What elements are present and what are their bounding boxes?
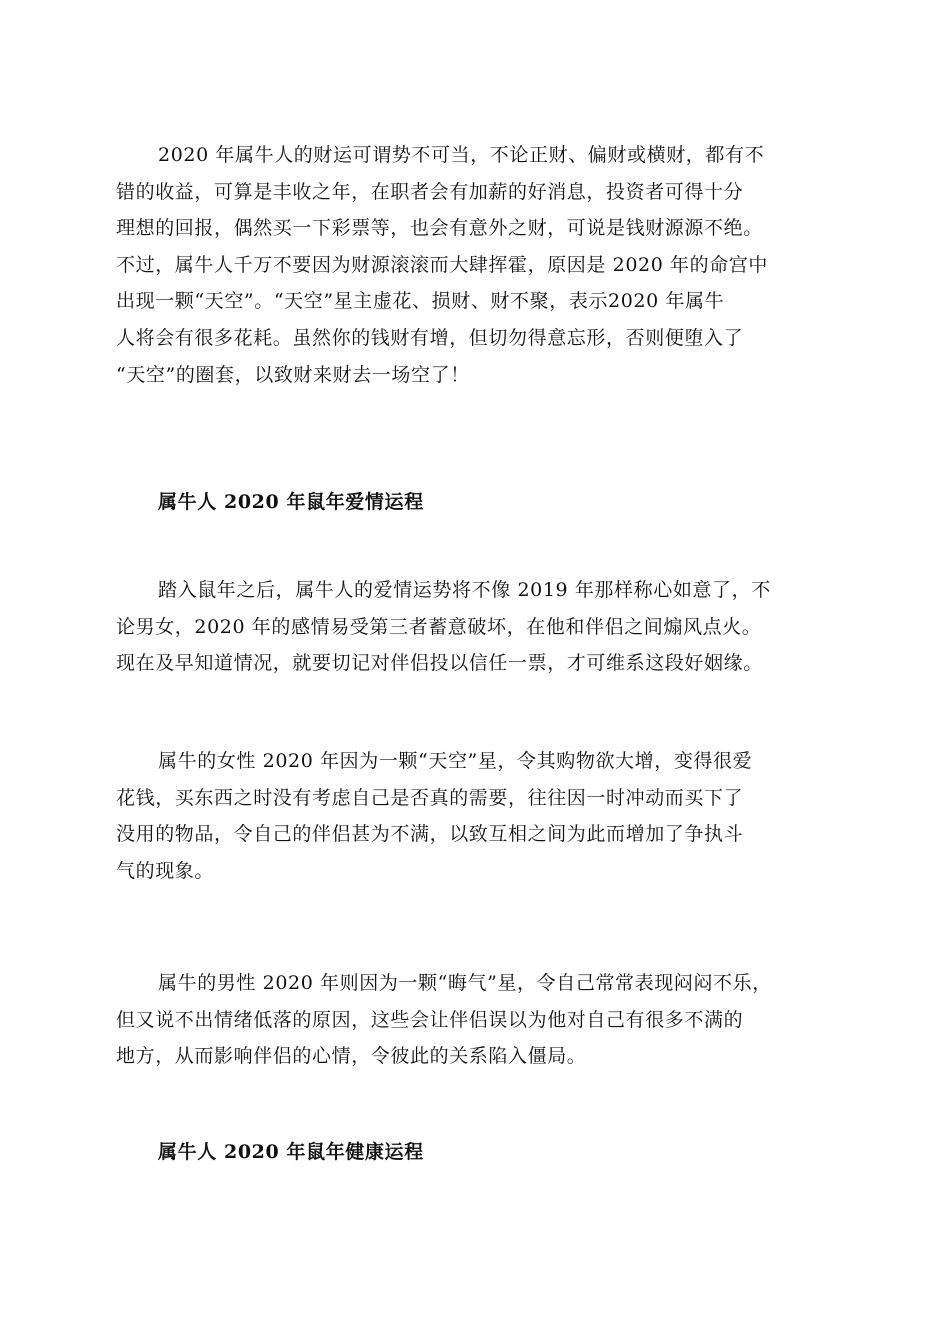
paragraph-line: 没用的物品，令自己的伴侣甚为不满，以致互相之间为此而增加了争执斗 [116, 823, 744, 846]
paragraph-line: 但又说不出情绪低落的原因，这些会让伴侣误以为他对自己有很多不满的 [116, 1008, 744, 1031]
paragraph-line: 地方，从而影响伴侣的心情，令彼此的关系陷入僵局。 [116, 1045, 587, 1068]
paragraph-line: 不过，属牛人千万不要因为财源滚滚而大肆挥霍，原因是 2020 年的命宫中 [116, 253, 769, 276]
love-general-paragraph [116, 572, 838, 682]
paragraph-line: “天空”的圈套，以致财来财去一场空了！ [116, 363, 470, 386]
paragraph-line: 出现一颗“天空”。“天空”星主虚花、损财、财不聚，表示2020 年属牛 [116, 290, 725, 313]
paragraph-line: 错的收益，可算是丰收之年，在职者会有加薪的好消息，投资者可得十分 [116, 180, 744, 203]
paragraph-line: 人将会有很多花耗。虽然你的钱财有增，但切勿得意忘形，否则便堕入了 [116, 326, 744, 349]
wealth-paragraph [116, 137, 838, 393]
love-female-paragraph [116, 743, 838, 889]
paragraph-line: 理想的回报，偶然买一下彩票等，也会有意外之财，可说是钱财源源不绝。 [116, 217, 763, 240]
paragraph-line: 属牛的男性 2020 年则因为一颗“晦气”星，令自己常常表现闷闷不乐， [158, 972, 772, 994]
paragraph-line: 踏入鼠年之后，属牛人的爱情运势将不像 2019 年那样称心如意了，不 [158, 579, 771, 601]
paragraph-line: 花钱，买东西之时没有考虑自己是否真的需要，往往因一时冲动而买下了 [116, 786, 744, 809]
paragraph-line: 2020 年属牛人的财运可谓势不可当，不论正财、偏财或横财，都有不 [158, 144, 765, 166]
health-fortune-heading: 属牛人 2020 年鼠年健康运程 [158, 1141, 424, 1163]
love-male-paragraph [116, 965, 838, 1075]
paragraph-line: 论男女，2020 年的感情易受第三者蓄意破坏，在他和伴侣之间煽风点火。 [116, 615, 762, 638]
paragraph-line: 属牛的女性 2020 年因为一颗“天空”星，令其购物欲大增，变得很爱 [158, 750, 753, 772]
paragraph-line: 现在及早知道情况，就要切记对伴侣投以信任一票，才可维系这段好姻缘。 [116, 652, 763, 675]
paragraph-line: 气的现象。 [116, 859, 215, 882]
love-fortune-heading: 属牛人 2020 年鼠年爱情运程 [158, 491, 424, 513]
